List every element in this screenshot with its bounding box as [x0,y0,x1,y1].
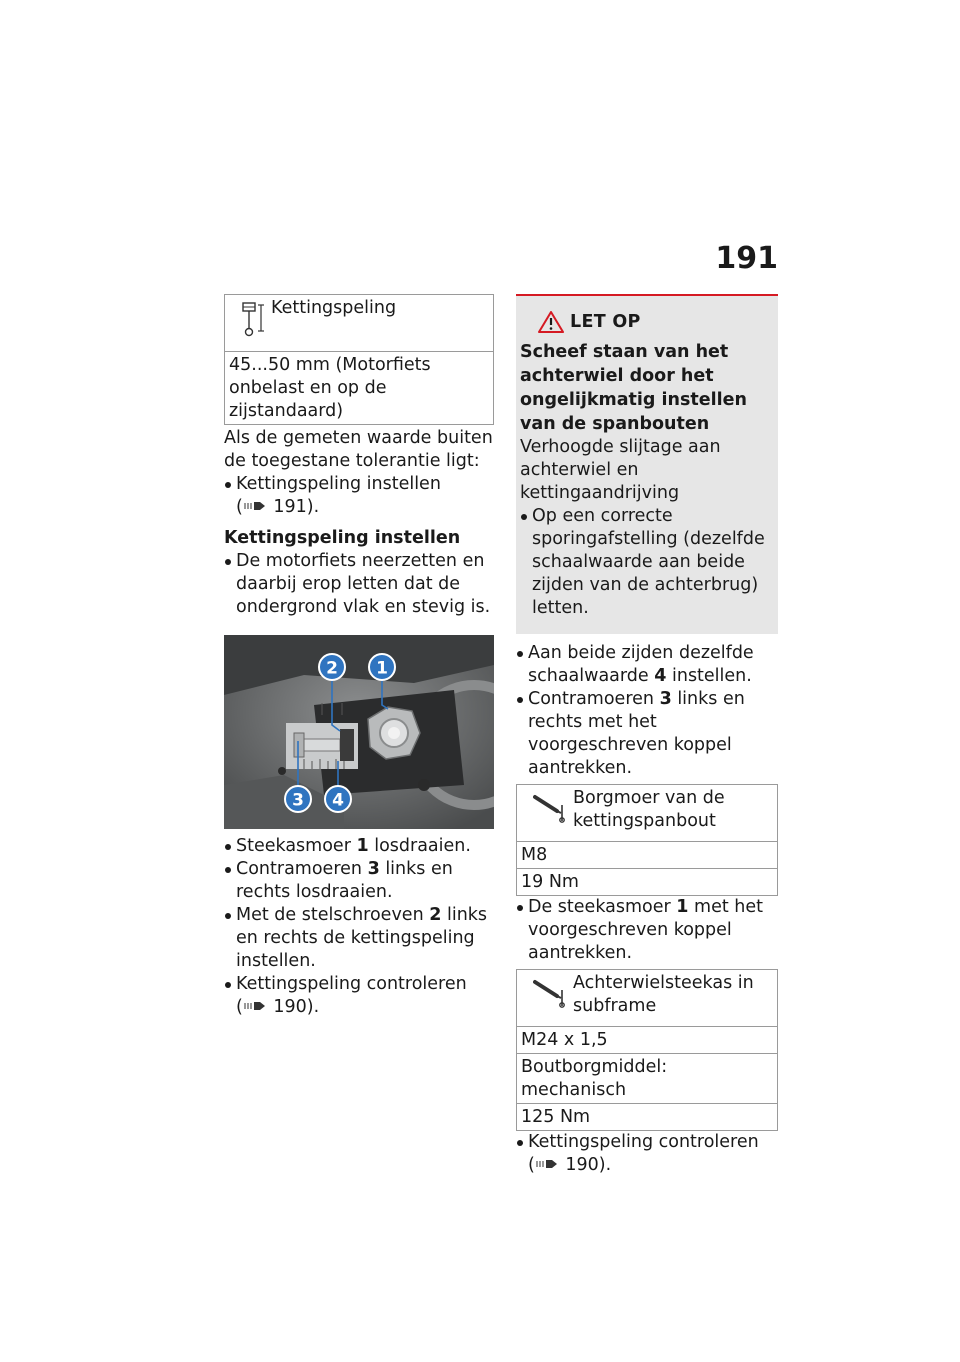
torque-thread: M8 [517,842,778,869]
final-check-list [516,1131,778,1177]
torque-spec-table-axle [516,969,778,1131]
torque-spec-table-locknut [516,784,778,896]
spec-value: 45...50 mm (Motorfiets onbelast en op de zijstandaard) [229,355,431,421]
callout-label: 1 [376,658,388,679]
list-item: Met de stelschroeven 2 links en rechts de kettingspeling instellen. [224,904,494,973]
chain-slack-spec-table [224,294,494,425]
page-number: 191 [715,241,778,276]
list-item: Kettingspeling controleren ( 190). [224,973,494,1019]
list-item: De motorfiets neerzetten en daarbij erop letten dat de ondergrond vlak en stevig is. [224,550,494,619]
page-reference-arrow-icon [244,501,266,511]
page-reference[interactable]: 190). [565,1155,612,1175]
list-item: Op een correcte sporingafstelling (dezelfde schaalwaarde aan beide zijden van de achterbrug) letten. [520,505,770,620]
page-reference-arrow-icon [244,1001,266,1011]
caution-title: LET OP [570,311,641,332]
caution-cause: Scheef staan van het achterwiel door het ongelijkmatig instellen van de spanbouten [520,342,747,434]
torque-wrench-icon [533,791,567,823]
section-heading: Kettingspeling instellen [224,528,461,548]
list-item: Steekasmoer 1 losdraaien. [224,835,494,858]
chain-adjuster-photo [224,635,494,829]
list-item: Contramoeren 3 links en rechts losdraaien. [224,858,494,904]
tighten-steps-list [516,642,778,780]
torque-value: 125 Nm [517,1104,778,1131]
page-reference[interactable]: 190). [273,997,320,1017]
intro-bullet-list [224,473,494,519]
callout-label: 2 [326,658,338,679]
right-column [516,294,778,1177]
page-reference[interactable]: 191). [273,497,320,517]
torque-locking-agent: Boutborgmiddel: mechanisch [517,1054,778,1104]
list-item: Contramoeren 3 links en rechts met het voorgeschreven koppel aantrekken. [516,688,778,780]
torque-value: 19 Nm [517,869,778,896]
caution-box [516,294,778,634]
setup-bullet-list [224,550,494,619]
torque-wrench-icon [533,976,567,1008]
axle-steps-list [516,896,778,965]
list-item: Kettingspeling instellen ( 191). [224,473,494,519]
torque-thread: M24 x 1,5 [517,1027,778,1054]
callout-label: 4 [332,790,344,811]
torque-title: Borgmoer van de kettingspanbout [573,788,725,831]
caution-consequence: Verhoogde slijtage aan achterwiel en kettingaandrijving [520,437,721,503]
torque-title: Achterwielsteekas in subframe [573,973,754,1016]
chain-adjuster-illustration [224,635,494,829]
list-item: Kettingspeling controleren ( 190). [516,1131,778,1177]
caution-bullet-list [520,505,770,620]
adjust-steps-list [224,835,494,1019]
list-item: Aan beide zijden dezelfde schaalwaarde 4 instellen. [516,642,778,688]
list-item: De steekasmoer 1 met het voorgeschreven koppel aantrekken. [516,896,778,965]
page-reference-arrow-icon [536,1159,558,1169]
intro-text: Als de gemeten waarde buiten de toegestane tolerantie ligt: [224,428,493,471]
warning-triangle-icon [538,310,564,334]
spec-title: Kettingspeling [271,298,397,318]
chain-slack-gauge-icon [241,301,265,339]
callout-label: 3 [292,790,304,811]
left-column [224,294,494,1019]
